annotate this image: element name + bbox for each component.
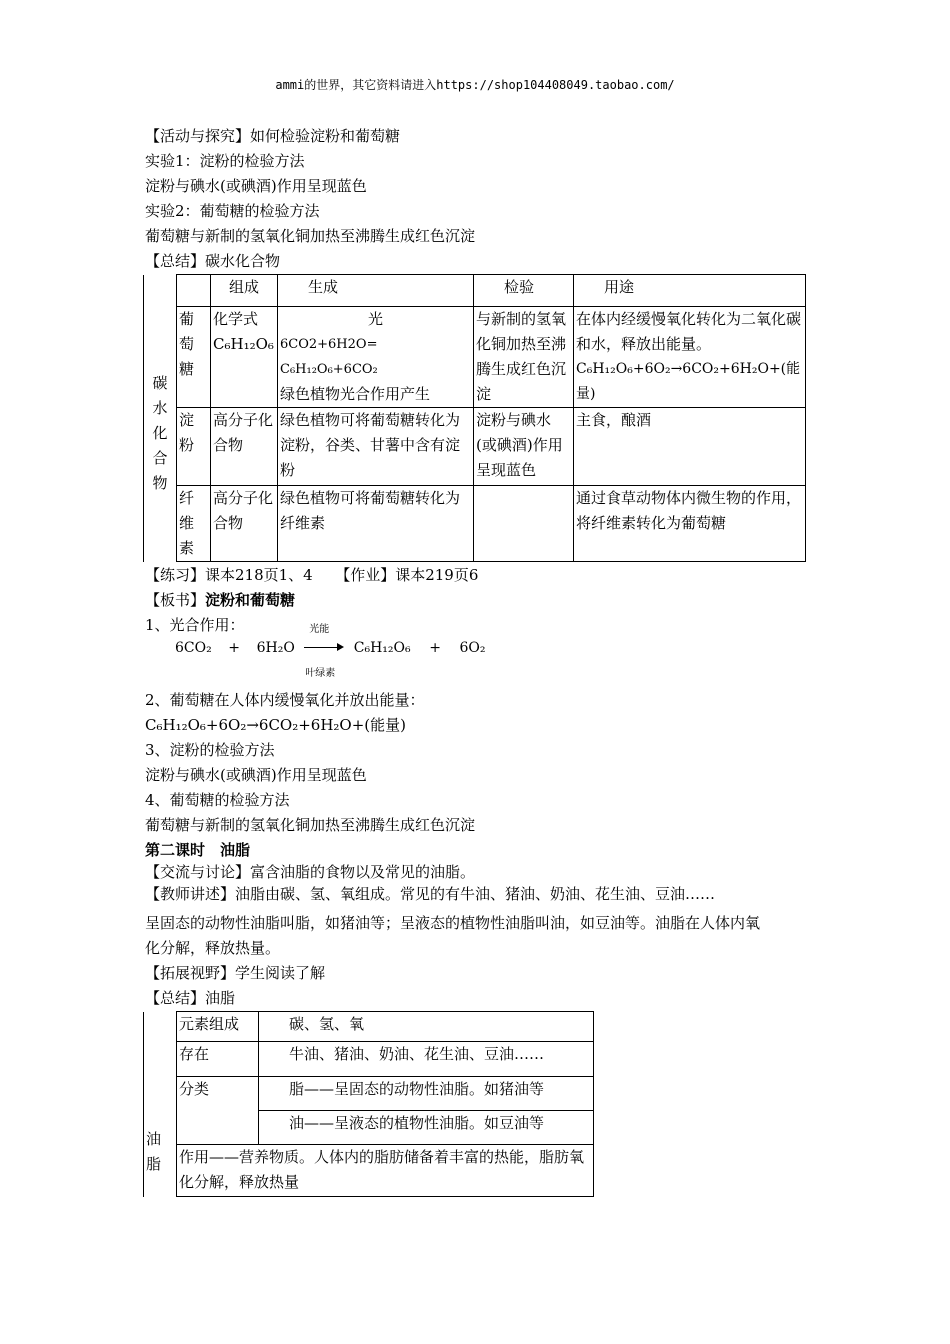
row-glucose-name: 葡萄糖 — [177, 307, 211, 408]
board-title: 淀粉和葡萄糖 — [205, 591, 296, 609]
experiment-1-title: 实验1：淀粉的检验方法 — [145, 152, 305, 170]
teacher-line-2: 呈固态的动物性油脂叫脂，如猪油等；呈液态的植物性油脂叫油，如豆油等。油脂在人体内氧 — [145, 914, 761, 932]
eq-product-glucose: C₆H₁₂O₆ — [353, 640, 411, 656]
fiber-generation: 绿色植物可将葡萄糖转化为纤维素 — [278, 486, 474, 562]
board-label: 【板书】 — [145, 591, 206, 609]
reaction-arrow-icon — [304, 643, 344, 653]
glucose-composition: 化学式 C₆H₁₂O₆ — [211, 307, 278, 408]
fat-class-solid: 脂——呈固态的动物性油脂。如猪油等 — [259, 1077, 594, 1111]
carbohydrate-table — [143, 274, 806, 562]
summary-heading: 【总结】碳水化合物 — [145, 252, 281, 270]
board-item-2-equation: C₆H₁₂O₆+6O₂→6CO₂+6H₂O+(能量) — [145, 716, 407, 734]
fat-table — [143, 1011, 594, 1197]
eq-product-o2: 6O₂ — [459, 640, 486, 656]
header-blank — [177, 275, 211, 307]
board-item-1: 1、光合作用： — [145, 616, 245, 634]
fat-exist-value: 牛油、猪油、奶油、花生油、豆油…… — [259, 1042, 594, 1077]
board-item-3: 3、淀粉的检验方法 — [145, 741, 275, 759]
activity-heading: 【活动与探究】如何检验淀粉和葡萄糖 — [145, 127, 401, 145]
glucose-test: 与新制的氢氧化铜加热至沸腾生成红色沉淀 — [474, 307, 574, 408]
side-label-fat: 油脂 — [144, 1012, 177, 1197]
fiber-use: 通过食草动物体内微生物的作用，将纤维素转化为葡萄糖 — [574, 486, 806, 562]
board-item-3-text: 淀粉与碘水(或碘酒)作用呈现蓝色 — [145, 766, 367, 784]
side-label-carbohydrate: 碳水化合物 — [144, 275, 177, 562]
experiment-2-text: 葡萄糖与新制的氢氧化铜加热至沸腾生成红色沉淀 — [145, 227, 476, 245]
fat-class-label: 分类 — [177, 1077, 259, 1145]
lesson-2-title: 第二课时 油脂 — [145, 841, 251, 859]
board-item-4-text: 葡萄糖与新制的氢氧化铜加热至沸腾生成红色沉淀 — [145, 816, 476, 834]
fiber-composition: 高分子化合物 — [211, 486, 278, 562]
header-use: 用途 — [574, 275, 806, 307]
starch-test: 淀粉与碘水(或碘酒)作用呈现蓝色 — [474, 408, 574, 486]
row-starch-name: 淀粉 — [177, 408, 211, 486]
starch-generation: 绿色植物可将葡萄糖转化为淀粉，谷类、甘薯中含有淀粉 — [278, 408, 474, 486]
eq-condition-light: 光能 — [309, 624, 330, 635]
eq-plus-1: + — [228, 640, 241, 656]
board-item-2: 2、葡萄糖在人体内缓慢氧化并放出能量： — [145, 691, 425, 709]
fat-class-liquid: 油——呈液态的植物性油脂。如豆油等 — [259, 1111, 594, 1145]
teacher-line-1: 【教师讲述】油脂由碳、氢、氧组成。常见的有牛油、猪油、奶油、花生油、豆油…… — [145, 885, 716, 903]
experiment-2-title: 实验2：葡萄糖的检验方法 — [145, 202, 320, 220]
glucose-generation: 光 6CO2+6H2O= C₆H₁₂O₆+6CO₂ 绿色植物光合作用产生 — [278, 307, 474, 408]
fat-exist-label: 存在 — [177, 1042, 259, 1077]
fiber-test — [474, 486, 574, 562]
header-composition: 组成 — [211, 275, 278, 307]
summary-2-heading: 【总结】油脂 — [145, 989, 236, 1007]
glucose-use: 在体内经缓慢氧化转化为二氧化碳和水，释放出能量。 C₆H₁₂O₆+6O₂→6CO₂+6H₂O+(能量) — [574, 307, 806, 408]
eq-reactant-h2o: 6H₂O — [256, 640, 295, 656]
fat-element-value: 碳、氢、氧 — [259, 1012, 594, 1042]
discussion-line: 【交流与讨论】富含油脂的食物以及常见的油脂。 — [145, 863, 476, 881]
eq-reactant-co2: 6CO₂ — [175, 640, 212, 656]
experiment-1-text: 淀粉与碘水(或碘酒)作用呈现蓝色 — [145, 177, 367, 195]
teacher-line-3: 化分解，释放热量。 — [145, 939, 281, 957]
photosynthesis-equation — [175, 624, 486, 679]
eq-plus-2: + — [429, 640, 441, 656]
expand-line: 【拓展视野】学生阅读了解 — [145, 964, 326, 982]
eq-condition-chlorophyll: 叶绿素 — [305, 668, 336, 679]
starch-use: 主食，酿酒 — [574, 408, 806, 486]
starch-composition: 高分子化合物 — [211, 408, 278, 486]
page-header: ammi的世界，其它资料请进入https://shop104408049.taobao.com/ — [275, 78, 675, 92]
header-test: 检验 — [474, 275, 574, 307]
board-item-4: 4、葡萄糖的检验方法 — [145, 791, 290, 809]
practice-line: 【练习】课本218页1、4 【作业】课本219页6 — [145, 566, 479, 584]
fat-element-label: 元素组成 — [177, 1012, 259, 1042]
fat-function: 作用——营养物质。人体内的脂肪储备着丰富的热能，脂肪氧化分解，释放热量 — [177, 1145, 594, 1197]
board-heading — [145, 590, 295, 610]
row-fiber-name: 纤维素 — [177, 486, 211, 562]
header-generation: 生成 — [278, 275, 474, 307]
